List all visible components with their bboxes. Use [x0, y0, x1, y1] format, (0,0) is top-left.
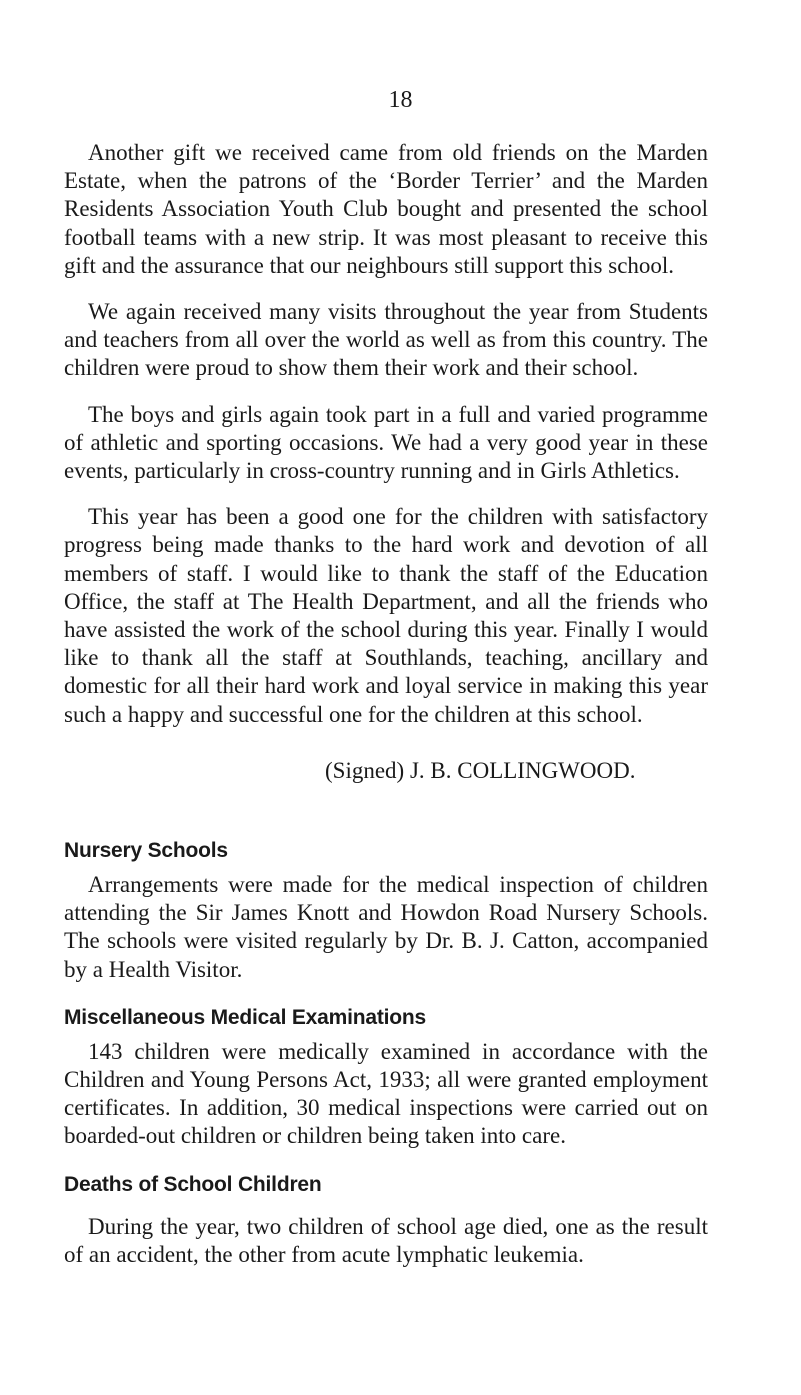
paragraph-misc-medical-examinations: 143 children were medically examined in accordance with the Children and Young Persons Act, 1933; all were granted employment certificates. In addition, 30 medical inspections were carried out on boarded-out children or children being taken into care. — [64, 1038, 708, 1149]
page-number: 18 — [388, 87, 413, 113]
heading-deaths-school-children: Deaths of School Children — [64, 1172, 322, 1196]
paragraph-deaths-school-children: During the year, two children of school age died, one as the result of an accident, the other from acute lymphatic leukemia. — [64, 1213, 708, 1267]
signature: (Signed) J. B. COLLINGWOOD. — [325, 757, 636, 783]
heading-nursery-schools: Nursery Schools — [64, 839, 228, 863]
heading-misc-medical-examinations: Miscellaneous Medical Examinations — [64, 1005, 426, 1029]
paragraph-gift: Another gift we received came from old friends on the Marden Estate, when the patrons of the ‘Border Terrier’ and the Marden Residents Association Youth Club bought and presented the school football teams with a new strip. It was most pleasant to receive this gift and the assurance that our neighbours still support this school. — [64, 140, 708, 278]
paragraph-thanks: This year has been a good one for the children with satisfactory progress being made thanks to the hard work and devotion of all members of staff. I would like to thank the staff of the Education Office, the staff at The Health Department, and all the friends who have assisted the work of the school during this year. Finally I would like to thank all the staff at Southlands, teaching, ancillary and domestic for all their hard work and loyal service in making this year such a happy and successful one for the children at this school. — [64, 504, 708, 727]
paragraph-visits: We again received many visits throughout the year from Students and teachers from all over the world as well as from this country. The children were proud to show them their work and their school. — [64, 299, 708, 381]
paragraph-athletics: The boys and girls again took part in a full and varied programme of athletic and sporting occasions. We had a very good year in these events, particularly in cross-country running and in Girls Athletics. — [64, 401, 708, 484]
paragraph-nursery-schools: Arrangements were made for the medical inspection of children attending the Sir James Knott and Howdon Road Nursery Schools. The schools were visited regularly by Dr. B. J. Catton, accompanied by a Health Visitor. — [64, 872, 708, 982]
page-content — [64, 139, 708, 1269]
